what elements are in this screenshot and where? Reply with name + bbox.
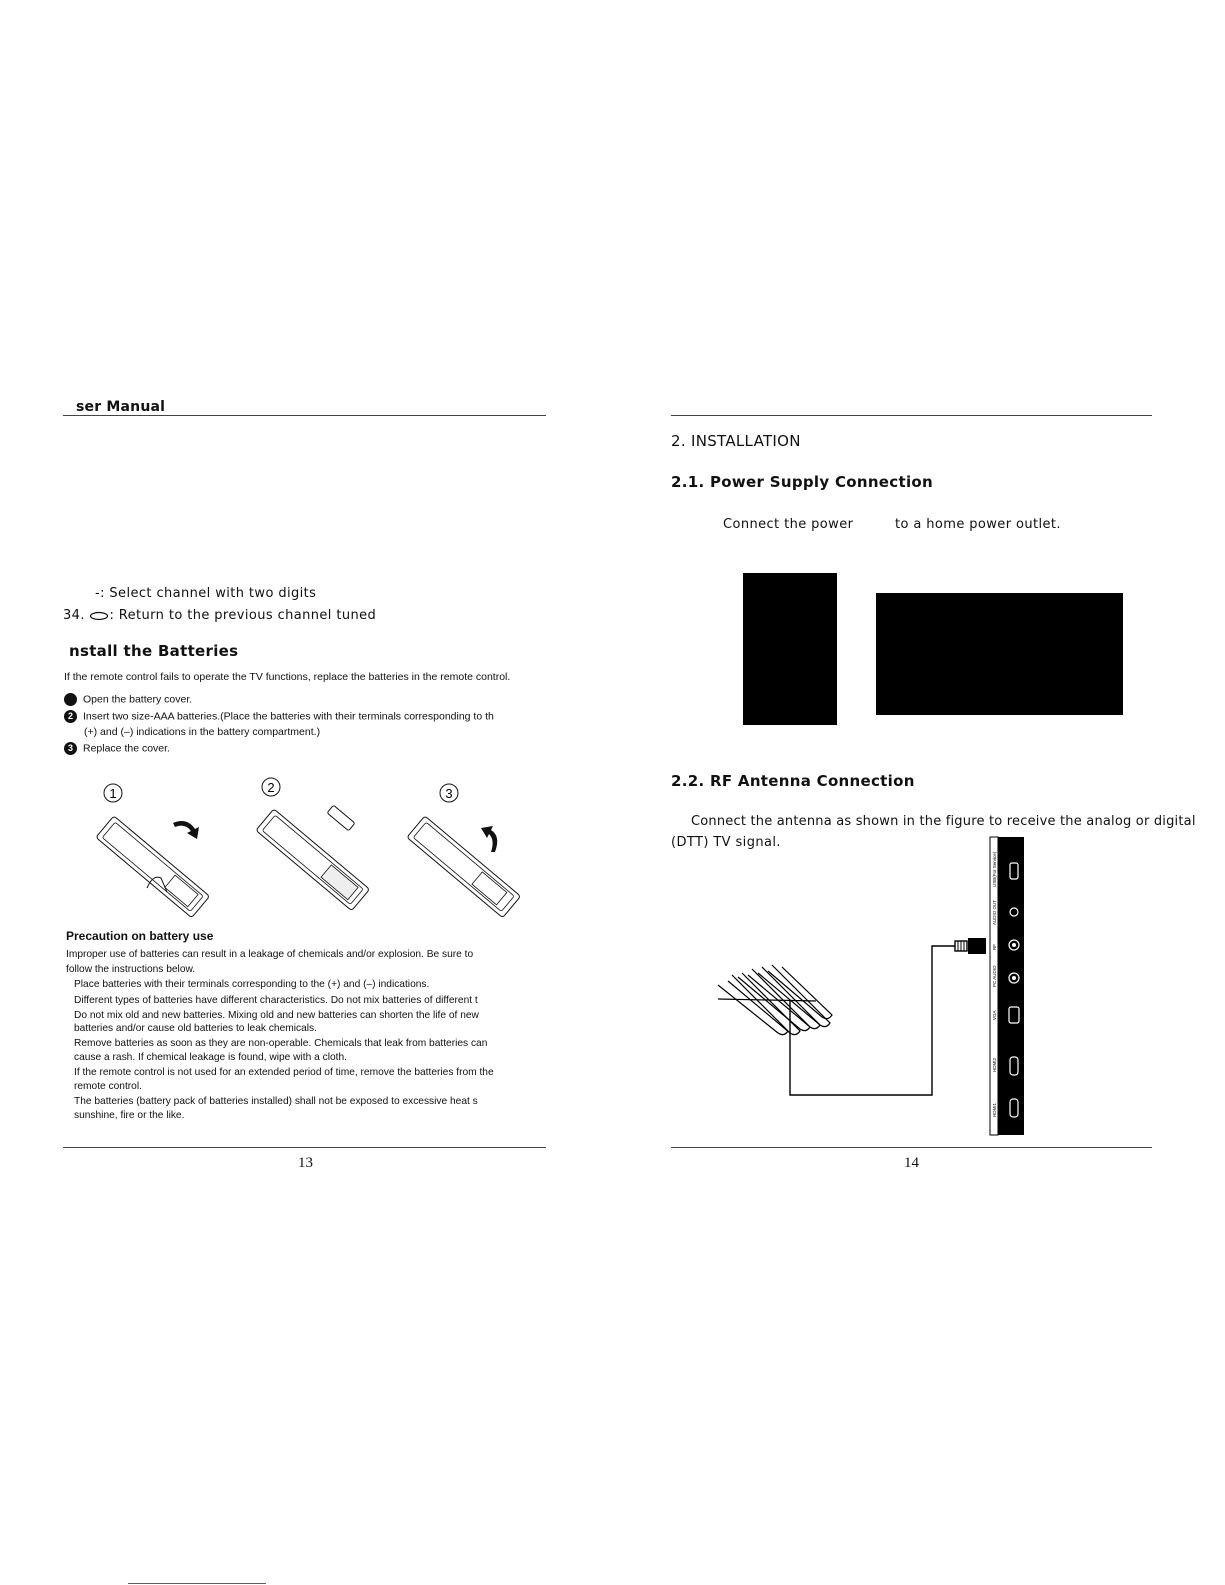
precaution-line-3: Place batteries with their terminals corresponding to the (+) and (–) indications. [74,979,430,990]
footer-rule-right [671,1147,1152,1148]
remote-step3-illustration [407,784,521,918]
precaution-line-12: sunshine, fire or the like. [74,1110,185,1121]
port-label-hdmi2: HDMI2 [992,1057,997,1072]
precaution-line-1: Improper use of batteries can result in a leakage of chemicals and/or explosion. Be sure to [66,949,474,960]
tv-power-image [876,593,1123,715]
precaution-line-7: Remove batteries as soon as they are non-operable. Chemicals that leak from batteries can [74,1038,488,1049]
step-2-continued: (+) and (–) indications in the battery compartment.) [84,726,321,738]
rf-antenna-heading: 2.2. RF Antenna Connection [671,772,915,790]
install-batteries-heading: nstall the Batteries [69,642,239,660]
precaution-line-8: cause a rash. If chemical leakage is found, wipe with a cloth. [74,1052,347,1063]
step-3-bullet: 3 [64,742,77,755]
header-rule-left [63,415,546,416]
precaution-line-11: The batteries (battery pack of batteries installed) shall not be exposed to excessive heat s [74,1096,478,1107]
precaution-line-10: remote control. [74,1081,142,1092]
item-number: 34 [63,608,81,623]
power-text-a: Connect the power [723,517,854,532]
step-2-text: Insert two size-AAA batteries.(Place the batteries with their terminals corresponding to th [83,710,494,723]
remote-step2-illustration [256,778,370,911]
link-underline [128,1583,266,1584]
figure-label-3: 3 [445,786,453,801]
return-channel-line: 34. : Return to the previous channel tuned [63,608,377,623]
precaution-heading: Precaution on battery use [66,929,214,943]
page-header-title: ser Manual [76,399,166,415]
precaution-line-4: Different types of batteries have different characteristics. Do not mix batteries of different t [74,995,478,1006]
step-1-bullet [64,693,77,706]
footer-rule-left [63,1147,546,1148]
power-outlet-image [743,573,837,725]
header-rule-right [671,415,1152,416]
precaution-line-2: follow the instructions below. [66,964,196,975]
figure-label-1: 1 [109,786,117,801]
port-label-pc-audio: PC AUDIO [992,965,997,987]
precaution-line-9: If the remote control is not used for an extended period of time, remove the batteries from the [74,1067,494,1078]
step-1-text: Open the battery cover. [83,693,193,706]
step-3-text: Replace the cover. [83,742,170,755]
remote-step1-illustration [96,784,210,918]
rf-text-line-2: (DTT) TV signal. [671,835,781,850]
port-label-hdmi1: HDMI1 [992,1102,997,1117]
step-2-bullet: 2 [64,710,77,723]
rf-text-line-1: Connect the antenna as shown in the figure to receive the analog or digital [691,814,1196,829]
batteries-intro: If the remote control fails to operate the TV functions, replace the batteries in the remote control. [64,671,511,683]
step-3 [64,742,170,755]
step-1 [64,693,192,706]
port-label-vga: VGA [992,1010,997,1020]
page-number-left: 13 [298,1155,313,1171]
precaution-line-5: Do not mix old and new batteries. Mixing old and new batteries can shorten the life of new [74,1010,479,1021]
return-oval-icon [89,611,109,621]
precaution-line-6: batteries and/or cause old batteries to leak chemicals. [74,1023,317,1034]
installation-heading: 2. INSTALLATION [671,432,801,450]
return-line-text: : Return to the previous channel tuned [109,608,377,623]
port-label-usb: USB(For Service) [992,851,997,887]
power-supply-heading: 2.1. Power Supply Connection [671,473,933,491]
figure-label-2: 2 [267,780,275,795]
step-2 [64,710,494,723]
rf-antenna-diagram [712,835,1032,1137]
port-label-rf: RF [992,944,997,950]
power-text-b: to a home power outlet. [895,517,1061,532]
select-channel-line: -: Select channel with two digits [95,586,317,601]
battery-replacement-figure [85,770,535,920]
port-label-audio-out: AUDIO OUT [992,899,997,925]
page-number-right: 14 [904,1155,919,1171]
